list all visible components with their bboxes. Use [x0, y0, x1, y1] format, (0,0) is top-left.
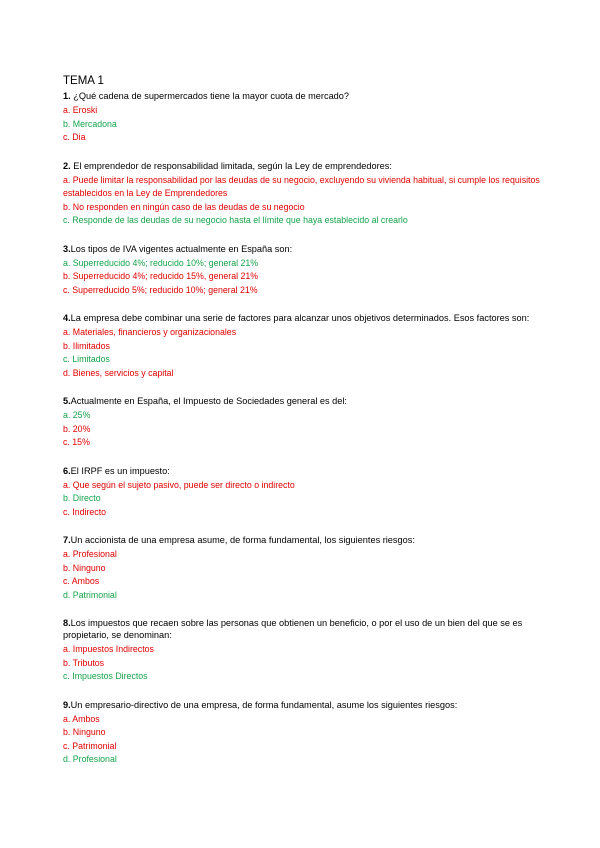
question-5 — [63, 395, 550, 450]
question-7 — [63, 534, 550, 602]
option-b: b. Mercadona — [63, 118, 117, 129]
option-d: d. Patrimonial — [63, 589, 117, 600]
option-d: d. Profesional — [63, 754, 117, 764]
question-text: 8.Los impuestos que recaen sobre las personas que obtienen un beneficio, o por el uso de un bien del que se es propietario, se denominan: — [63, 618, 523, 640]
question-9 — [63, 699, 550, 767]
option-b: b. Ninguno — [63, 727, 106, 737]
question-text: 3.Los tipos de IVA vigentes actualmente en España son: — [63, 243, 293, 254]
option-a: a. Eroski — [63, 105, 98, 115]
option-c: c. Superreducido 5%; reducido 10%; general 21% — [63, 284, 258, 295]
question-text: 2. El emprendedor de responsabilidad limitada, según la Ley de emprendedores: — [63, 160, 392, 171]
question-text: 4.La empresa debe combinar una serie de factores para alcanzar unos objetivos determinados. Esos factores son: — [63, 313, 530, 323]
option-b: b. Directo — [63, 493, 101, 503]
question-text: 1. ¿Qué cadena de supermercados tiene la mayor cuota de mercado? — [63, 91, 350, 101]
option-a: a. Materiales, financieros y organizacionales — [63, 327, 237, 337]
question-number: 6. — [63, 465, 71, 476]
question-number: 8. — [63, 618, 71, 628]
option-b: b. Superreducido 4%; reducido 15%, general 21% — [63, 271, 259, 281]
question-number: 2. — [63, 160, 71, 171]
question-number: 7. — [63, 535, 71, 545]
option-a: a. Profesional — [63, 549, 117, 559]
question-6 — [63, 465, 550, 520]
question-2 — [63, 160, 550, 228]
question-8 — [63, 617, 550, 684]
question-text: 9.Un empresario-directivo de una empresa, de forma fundamental, asume los siguientes riesgos: — [63, 699, 458, 710]
option-c: c. Impuestos Directos — [63, 671, 148, 681]
question-text: 6.El IRPF es un impuesto: — [63, 465, 170, 476]
option-b: b. 20% — [63, 423, 91, 434]
question-4 — [63, 312, 550, 380]
option-d: d. Bienes, servicios y capital — [63, 367, 174, 378]
option-b: b. No responden en ningún caso de las deudas de su negocio — [63, 201, 305, 212]
question-number: 5. — [63, 396, 71, 406]
option-a: a. Ambos — [63, 713, 100, 724]
option-c: c. Patrimonial — [63, 740, 117, 751]
question-number: 3. — [63, 243, 71, 254]
option-b: b. Ilimitados — [63, 340, 110, 351]
option-c: c. Responde de las deudas de su negocio hasta el límite que haya establecido al crearlo — [63, 215, 408, 225]
option-c: c. Limitados — [63, 354, 110, 364]
option-a: a. Impuestos Indirectos — [63, 644, 154, 654]
question-1 — [63, 90, 550, 145]
option-a: a. 25% — [63, 410, 91, 420]
option-a: a. Puede limitar la responsabilidad por las deudas de su negocio, excluyendo su vivienda habitual, si cumple los requisitos establecidos en la Ley de Emprendedores — [63, 174, 540, 198]
option-c: c. Indirecto — [63, 506, 107, 517]
option-c: c. 15% — [63, 437, 90, 447]
question-text: 5.Actualmente en España, el Impuesto de Sociedades general es del: — [63, 396, 347, 406]
question-number: 9. — [63, 699, 71, 710]
option-a: a. Que según el sujeto pasivo, puede ser directo o indirecto — [63, 479, 295, 490]
option-a: a. Superreducido 4%; reducido 10%; general 21% — [63, 257, 259, 268]
question-number: 1. — [63, 91, 71, 101]
question-number: 4. — [63, 313, 71, 323]
option-c: c. Ambos — [63, 576, 100, 586]
question-text: 7.Un accionista de una empresa asume, de forma fundamental, los siguientes riesgos: — [63, 535, 415, 545]
document-title: TEMA 1 — [63, 75, 104, 87]
question-3 — [63, 243, 550, 298]
option-b: b. Tributos — [63, 657, 105, 668]
option-c: c. Dia — [63, 132, 86, 142]
option-b: b. Ninguno — [63, 562, 106, 573]
